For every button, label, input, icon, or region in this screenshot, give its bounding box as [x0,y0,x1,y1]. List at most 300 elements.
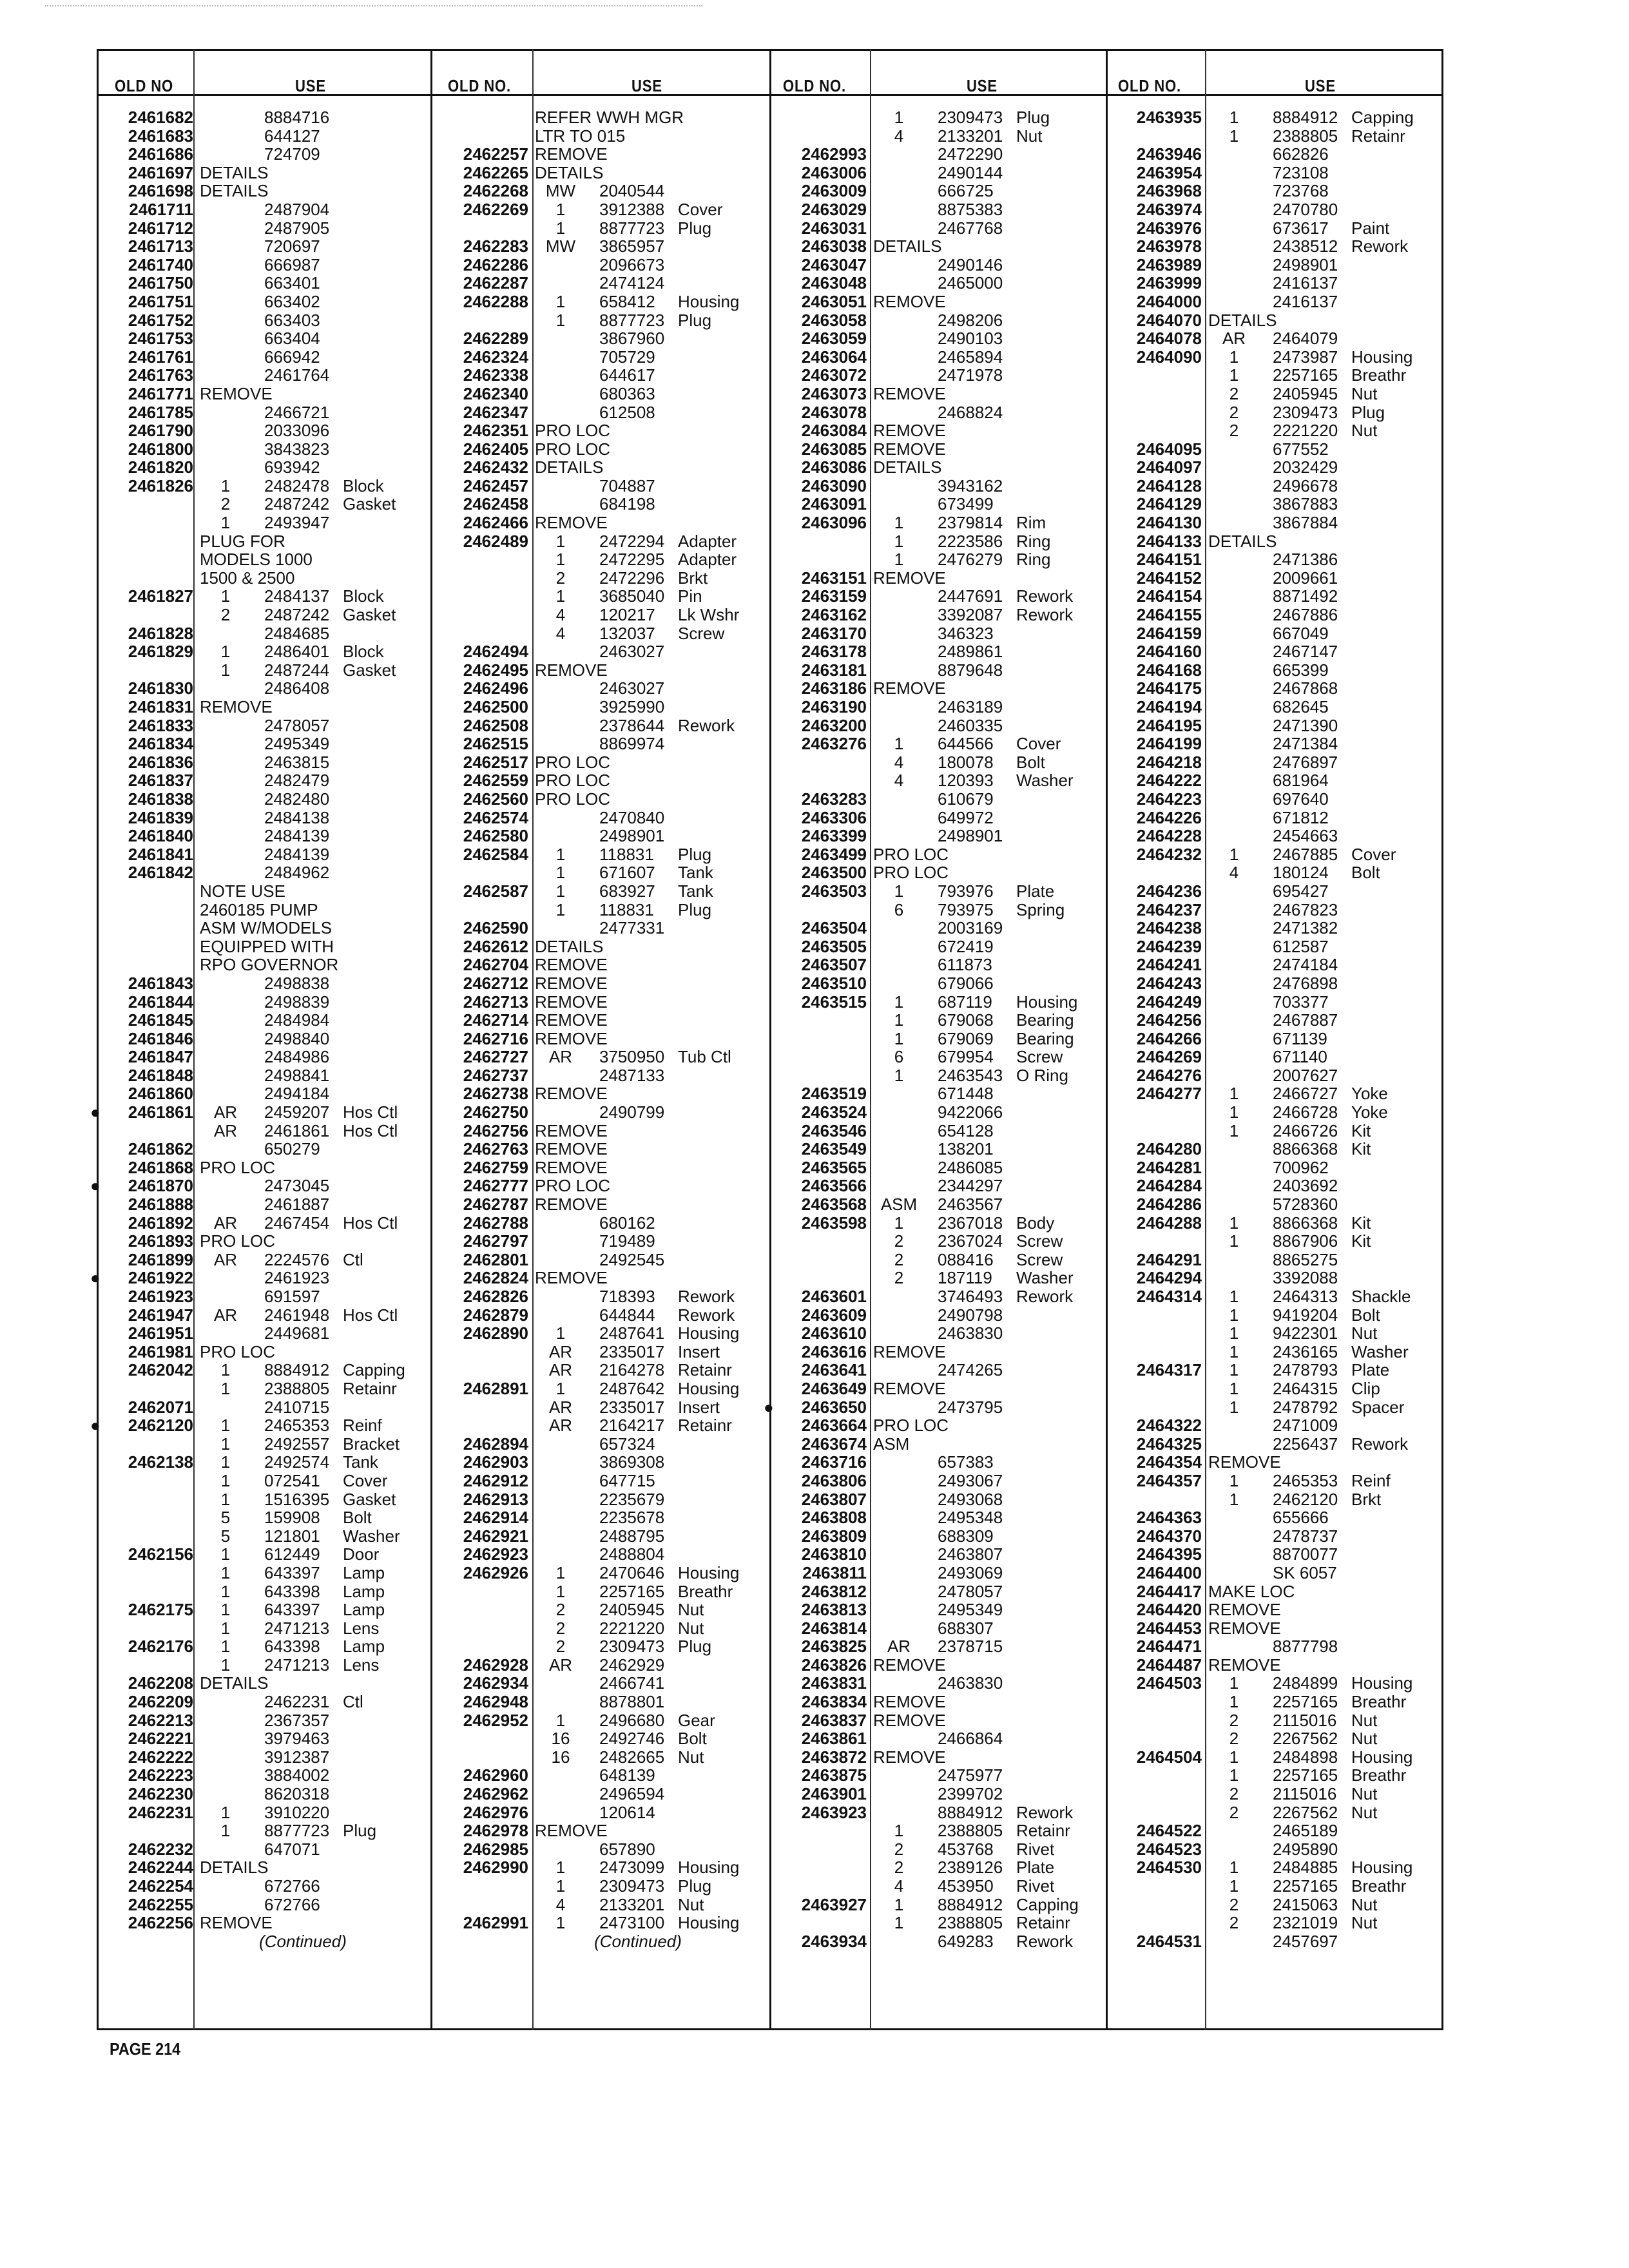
part-number: 643397 [264,1600,320,1620]
old-number: 2463807 [801,1489,867,1509]
part-number: 2484137 [264,586,330,606]
part-number: 088416 [938,1249,994,1269]
table-row [1112,1582,1447,1601]
old-number: 2463072 [801,365,867,385]
description: Washer [1016,771,1074,791]
note-text: DETAILS [200,181,269,201]
quantity: 1 [1229,1341,1239,1361]
description: Ring [1016,531,1051,551]
table-row [776,1803,1112,1822]
old-number: 2463504 [801,918,867,938]
quantity: 2 [1229,421,1239,441]
quantity: AR [548,1341,573,1361]
part-number: 121801 [264,1526,320,1546]
part-number: 2492746 [599,1729,665,1749]
table-row [1112,219,1447,238]
old-number: 2463598 [801,1213,867,1233]
part-number: 2223586 [938,531,1003,551]
part-number: 720697 [264,236,320,256]
part-number: 2478792 [1273,1397,1338,1417]
table-row [103,127,438,146]
part-number: 8867906 [1273,1231,1338,1251]
quantity: 1 [555,586,566,606]
table-row [1112,237,1447,256]
part-number: 3865957 [599,236,665,256]
note-text: DETAILS [200,162,269,182]
description: Brkt [1351,1489,1382,1509]
table-row [776,219,1112,238]
table-row [1112,514,1447,532]
part-number: 610679 [938,789,994,809]
table-row [1112,1748,1447,1767]
part-number: 2164217 [599,1416,665,1436]
old-number: 2462231 [128,1802,193,1822]
table-row [776,1527,1112,1546]
table-row [1112,1103,1447,1122]
description: Bracket [343,1434,400,1454]
part-number: 2484899 [1273,1673,1338,1693]
part-number: 8878801 [599,1692,665,1712]
quantity: 1 [1229,347,1239,367]
part-number: 657324 [599,1434,655,1454]
table-row [103,329,438,348]
part-number: 2449681 [264,1323,330,1343]
quantity: 1 [1229,1858,1239,1878]
description: Body [1016,1213,1055,1233]
table-row [1112,716,1447,735]
part-number: 672766 [264,1876,320,1896]
table-row [103,1287,438,1306]
table-row [438,1066,773,1085]
quantity: 1 [220,1600,231,1620]
note-text: PLUG FOR [200,531,285,551]
part-number: 2476898 [1273,973,1338,993]
old-number: 2463519 [801,1084,867,1104]
table-row [776,495,1112,514]
part-number: 2478793 [1273,1360,1338,1380]
part-number: 2465353 [264,1416,330,1436]
description: Hos Ctl [343,1120,398,1140]
note-text: DETAILS [1208,310,1277,330]
old-number: 2464417 [1136,1581,1202,1601]
table-row [103,1066,438,1085]
old-number: 2462714 [463,1010,528,1030]
table-row [103,1490,438,1509]
table-row [1112,1361,1447,1379]
description: Plug [678,218,712,238]
table-row [776,716,1112,735]
quantity: 1 [555,844,566,864]
table-row [103,1048,438,1066]
description: Kit [1351,1120,1371,1140]
part-number: 8875383 [938,199,1003,219]
part-number: 8884912 [264,1360,330,1380]
table-row [776,1361,1112,1379]
old-number: 2464530 [1136,1858,1202,1878]
table-row [776,1251,1112,1269]
part-number: 2493067 [938,1470,1003,1490]
table-row [776,882,1112,901]
old-number: 2462208 [128,1673,193,1693]
part-number: 2309473 [1273,402,1338,422]
quantity: 1 [894,1913,904,1933]
part-number: 2487642 [599,1378,665,1398]
table-row [438,1269,773,1287]
table-row [438,642,773,661]
table-row [438,1343,773,1361]
table-row [1112,1048,1447,1066]
old-number: 2463616 [801,1341,867,1361]
old-number: 2463505 [801,936,867,956]
table-row [438,1416,773,1435]
quantity: 1 [555,881,566,901]
part-number: 118831 [599,899,654,919]
note-text: REMOVE [873,1747,946,1767]
description: Rivet [1016,1839,1055,1859]
note-text: REMOVE [873,291,946,311]
table-row [438,1508,773,1527]
part-number: 2321019 [1273,1913,1338,1933]
table-row [776,569,1112,588]
old-number: 2463641 [801,1360,867,1380]
part-number: 2379814 [938,513,1003,533]
part-number: 2335017 [599,1397,665,1417]
old-number: 2464276 [1136,1065,1202,1085]
table-row [776,1637,1112,1656]
part-number: 2009661 [1273,568,1338,588]
old-number: 2462495 [463,660,528,680]
quantity: AR [548,1397,573,1417]
quantity: 1 [894,550,904,570]
old-number: 2464175 [1136,678,1202,698]
part-number: 2461764 [264,365,330,385]
part-number: 2436165 [1273,1341,1338,1361]
old-number: 2461847 [128,1047,193,1067]
old-number: 2463935 [1136,108,1202,127]
bullet-icon: ● [764,1397,774,1417]
old-number: 2462559 [463,771,528,791]
table-row [438,1693,773,1711]
note-text: REMOVE [535,1084,608,1104]
table-row [438,1656,773,1675]
part-number: 2467885 [1273,844,1338,864]
part-number: 2489861 [938,642,1003,662]
description: Lamp [343,1562,385,1582]
old-number: 2463978 [1136,236,1202,256]
part-number: 9422301 [1273,1323,1338,1343]
old-number: 2462351 [463,421,528,441]
part-number: 2257165 [1273,365,1338,385]
old-number: 2462560 [463,789,528,809]
quantity: 1 [1229,108,1239,127]
note-text: REMOVE [873,383,946,403]
part-number: 2405945 [599,1600,665,1620]
note-text: REMOVE [535,992,608,1012]
table-row [438,1527,773,1546]
table-row [1112,1545,1447,1564]
description: Cover [343,1470,388,1490]
old-number: 2461713 [128,236,193,256]
table-row [1112,956,1447,974]
quantity: 2 [894,1839,904,1859]
table-row [776,329,1112,348]
part-number: 644566 [938,734,994,754]
part-number: 2309473 [599,1876,665,1896]
old-number: 2462255 [128,1894,193,1914]
old-number: 2462759 [463,1157,528,1177]
quantity: 1 [894,1010,904,1030]
header-old-no: OLD NO. [783,76,847,95]
table-row [1112,182,1447,200]
section-2 [438,108,773,2028]
table-row [438,1435,773,1454]
table-row [776,1600,1112,1619]
description: Ctl [343,1692,363,1712]
old-number: 2464453 [1136,1618,1202,1638]
old-number: 2464223 [1136,789,1202,809]
old-number: 2463806 [801,1470,867,1490]
description: Housing [678,1913,740,1933]
part-number: 2257165 [1273,1692,1338,1712]
description: Paint [1351,218,1390,238]
part-number: 703377 [1273,992,1329,1012]
table-row [776,237,1112,256]
table-row [438,1729,773,1748]
description: Nut [678,1600,704,1620]
old-number: 2462716 [463,1028,528,1048]
description: Rework [1351,236,1409,256]
description: Capping [1351,108,1414,127]
old-number: 2464370 [1136,1526,1202,1546]
old-number: 2461981 [128,1341,193,1361]
part-number: 180124 [1273,863,1329,883]
quantity: ASM [880,1195,918,1215]
old-number: 2464269 [1136,1047,1202,1067]
table-row [1112,1011,1447,1030]
old-number: 2462232 [128,1839,193,1859]
quantity: 1 [1229,1120,1239,1140]
continued-label: (Continued) [594,1931,682,1951]
old-number: 2462990 [463,1858,528,1878]
part-number: 672419 [938,936,994,956]
table-row [776,385,1112,403]
old-number: 2463186 [801,678,867,698]
part-number: 723108 [1273,162,1329,182]
description: Nut [1351,1729,1378,1749]
old-number: 2464000 [1136,291,1202,311]
description: Plug [678,844,712,864]
table-row [776,403,1112,422]
table-row [103,1564,438,1582]
part-number: 2487242 [264,605,330,625]
note-text: MAKE LOC [1208,1581,1295,1601]
table-row [1112,606,1447,624]
old-number: 2463834 [801,1692,867,1712]
quantity: 1 [555,1323,566,1343]
old-number: 2464226 [1136,807,1202,827]
part-number: 2464315 [1273,1378,1338,1398]
note-text: REMOVE [1208,1618,1281,1638]
table-row [776,127,1112,146]
quantity: 2 [894,1858,904,1878]
description: Gasket [343,660,396,680]
table-row [103,164,438,182]
table-row [1112,1324,1447,1343]
part-number: 644127 [264,126,320,146]
description: Plug [1016,108,1050,127]
table-row [103,1840,438,1859]
old-number: 2464522 [1136,1821,1202,1841]
table-row [438,1030,773,1048]
part-number: 346323 [938,623,994,643]
old-number: 2464291 [1136,1249,1202,1269]
old-number: 2461826 [128,476,193,495]
quantity: 1 [1229,1397,1239,1417]
part-number: 2487904 [264,199,330,219]
old-number: 2463500 [801,863,867,883]
part-number: 2224576 [264,1249,330,1269]
old-number: 2464160 [1136,642,1202,662]
description: Rework [678,1287,735,1306]
old-number: 2464357 [1136,1470,1202,1490]
section-4 [1112,108,1447,2028]
note-text: REMOVE [873,439,946,459]
table-row [776,145,1112,164]
part-number: 2388805 [1273,126,1338,146]
table-row [103,790,438,809]
quantity: 2 [1229,1802,1239,1822]
part-number: 2472294 [599,531,665,551]
description: Block [343,586,384,606]
table-row [776,200,1112,219]
old-number: 2464531 [1136,1931,1202,1951]
old-number: 2461763 [128,365,193,385]
part-number: 2473045 [264,1176,330,1196]
table-row [103,1084,438,1103]
table-row [438,1914,773,1932]
table-row [103,440,438,459]
header-use: USE [967,76,998,95]
old-number: 2464286 [1136,1195,1202,1215]
table-row [776,771,1112,790]
part-number: 657383 [938,1452,994,1472]
note-text: REMOVE [535,144,608,164]
part-number: 2164278 [599,1360,665,1380]
old-number: 2463976 [1136,218,1202,238]
table-row [776,919,1112,937]
table-row [438,1398,773,1417]
old-number: 2463649 [801,1378,867,1398]
note-text: REMOVE [873,1710,946,1730]
part-number: 793976 [938,881,994,901]
old-number: 2464195 [1136,715,1202,735]
description: Brkt [678,568,708,588]
table-row [1112,1896,1447,1914]
part-number: 654128 [938,1120,994,1140]
table-row [438,1324,773,1343]
table-row [438,606,773,624]
part-number: 2133201 [938,126,1003,146]
quantity: 1 [894,1213,904,1233]
bullet-icon: ● [90,1268,101,1288]
old-number: 2464090 [1136,347,1202,367]
table-row [1112,845,1447,864]
old-number: 2461800 [128,439,193,459]
old-number: 2463872 [801,1747,867,1767]
part-number: 673499 [938,494,994,514]
part-number: 118831 [599,844,654,864]
table-row [776,1508,1112,1527]
old-number: 2464133 [1136,531,1202,551]
table-row [103,624,438,643]
old-number: 2464249 [1136,992,1202,1012]
old-number: 2462777 [463,1176,528,1196]
old-number: 2463031 [801,218,867,238]
table-row [103,587,438,606]
table-row [776,1343,1112,1361]
part-number: 2461861 [264,1120,330,1140]
description: Bolt [343,1508,372,1528]
table-row [776,1748,1112,1767]
part-number: 2492574 [264,1452,330,1472]
table-row [1112,1287,1447,1306]
part-number: 2467147 [1273,642,1338,662]
part-number: 159908 [264,1508,320,1528]
part-number: 657890 [599,1839,655,1859]
table-row [1112,495,1447,514]
part-number: 2482665 [599,1747,665,1767]
part-number: 8870077 [1273,1544,1338,1564]
table-row [776,901,1112,919]
old-number: 2463507 [801,955,867,975]
part-number: 648139 [599,1765,655,1785]
part-number: 120393 [938,771,994,791]
part-number: 2462120 [1273,1489,1338,1509]
part-number: 2335017 [599,1341,665,1361]
part-number: 2486408 [264,678,330,698]
quantity: 1 [220,1360,231,1380]
old-number: 2462268 [463,181,528,201]
table-row [1112,1084,1447,1103]
quantity: 1 [555,1913,566,1933]
part-number: 187119 [938,1268,992,1288]
table-row [776,164,1112,182]
part-number: 679954 [938,1047,994,1067]
table-row [438,1195,773,1214]
old-number: 2461870 [128,1176,193,1196]
part-number: 2484898 [1273,1747,1338,1767]
old-number: 2463051 [801,291,867,311]
table-row [776,1048,1112,1066]
table-row [103,993,438,1012]
part-number: 2003169 [938,918,1003,938]
table-row [1112,587,1447,606]
part-number: 644617 [599,365,655,385]
part-number: 663401 [264,273,320,293]
note-text: REMOVE [873,678,946,698]
table-row [438,200,773,219]
note-text: PRO LOC [200,1231,276,1251]
table-row [438,385,773,403]
table-row [103,1435,438,1454]
part-number: 695427 [1273,881,1329,901]
description: Rework [1351,1434,1409,1454]
table-row [103,1914,438,1932]
old-number: 2462934 [463,1673,528,1693]
note-text: ASM W/MODELS [200,918,333,938]
quantity: 4 [1229,863,1239,883]
quantity: 1 [1229,1102,1239,1122]
